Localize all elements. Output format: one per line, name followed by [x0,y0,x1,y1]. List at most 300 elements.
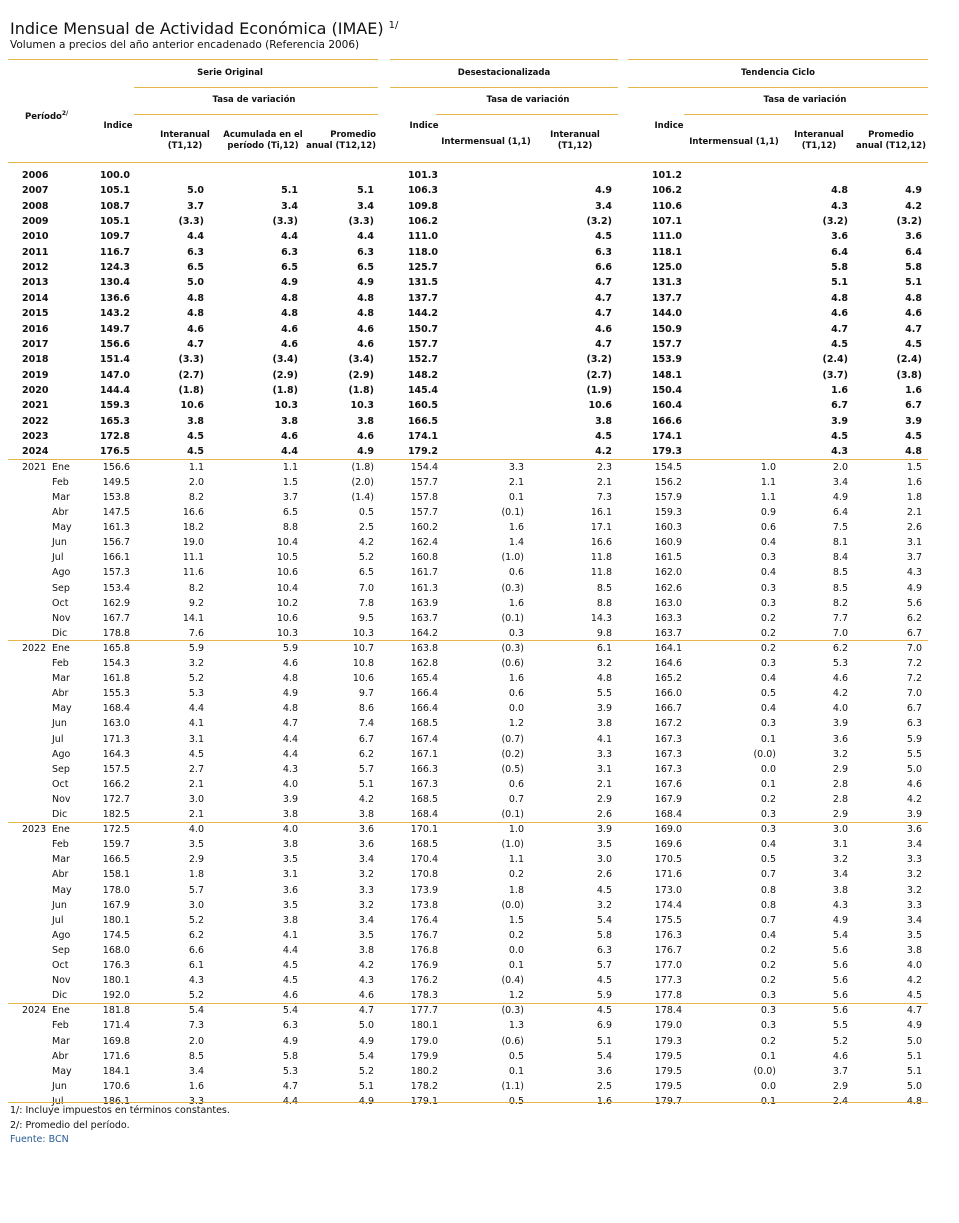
indice-tc: 160.4 [651,400,682,412]
interanual-des: 2.3 [596,461,612,473]
interanual-3-l2: (T1,12) [801,141,837,151]
promedio-tc: 3.6 [905,231,922,243]
period-year: 2022 [22,642,47,654]
interanual-des: 8.5 [596,582,612,594]
period-year: 2024 [22,446,49,458]
intermensual-tc: 0.5 [760,854,776,866]
promedio-so: 6.7 [358,733,374,745]
table-row [0,246,959,260]
promedio-so: 3.6 [358,824,374,836]
indice-des: 179.1 [410,1095,438,1107]
period-month: Jun [52,1080,67,1092]
promedio-so: 5.1 [358,1080,374,1092]
indice-des: 168.5 [410,839,438,851]
indice-so: 153.8 [102,491,130,503]
indice-des: 106.3 [407,185,438,197]
interanual-tc: 5.6 [832,960,848,971]
intermensual-tc: 0.4 [760,537,776,549]
table-row [0,582,959,596]
period-year: 2024 [22,1005,47,1017]
indice-so: 157.3 [102,567,130,579]
table-row [0,989,959,1003]
interanual-so: 3.4 [188,1065,204,1077]
indice-so: 157.5 [102,763,130,775]
interanual-tc: 7.7 [832,612,848,624]
indice-so: 100.0 [99,170,130,181]
period-month: Nov [52,975,71,987]
period-month: Jun [52,899,67,911]
period-month: Abr [52,869,69,881]
period-month: Jul [52,1095,64,1107]
table-row [0,292,959,306]
interanual-so: 5.0 [187,277,204,289]
interanual-1-l1: Interanual [160,130,210,140]
promedio-tc: 4.5 [905,338,922,350]
promedio-so: 3.8 [357,415,374,427]
interanual-des: 4.5 [596,884,612,896]
interanual-so: (1.8) [178,384,204,396]
table-row [0,793,959,807]
period-month: Jul [52,914,64,926]
interanual-des: 3.2 [596,899,612,911]
interanual-so: 5.2 [188,673,204,685]
intermensual-tc: 0.6 [760,522,776,534]
promedio-so: 5.2 [358,552,374,564]
interanual-so: 5.7 [188,884,204,896]
interanual-so: 3.0 [188,899,204,911]
indice-so: 165.3 [99,415,130,427]
acumulada-so: 3.1 [282,869,298,881]
intermensual-des: 1.5 [508,914,524,926]
interanual-so: 6.5 [187,262,204,274]
indice-so: 154.3 [102,658,130,669]
acumulada-so: 4.8 [281,292,298,304]
acumulada-so: 4.5 [282,960,298,971]
indice-tc: 166.7 [654,703,682,715]
acumulada-so: (3.4) [272,354,298,366]
promedio-so: 4.6 [357,338,374,350]
indice-tc: 166.6 [651,415,682,427]
indice-tc: 177.3 [654,975,682,987]
acumulada-so: 6.3 [282,1020,298,1032]
interanual-tc: (3.2) [822,216,848,227]
acumulada-so: 6.3 [281,246,298,258]
promedio-tc: 3.4 [906,839,922,851]
indice-tc: 161.5 [654,552,682,564]
interanual-des: 9.8 [596,627,612,639]
interanual-so: 2.1 [188,778,204,790]
interanual-des: 5.7 [596,960,612,971]
acumulada-so: 10.5 [276,552,298,564]
indice-so: 151.4 [99,354,130,366]
intermensual-tc: 0.2 [760,612,776,624]
promedio-so: 4.6 [357,323,374,335]
indice-so: 158.1 [102,869,130,881]
interanual-des: (3.2) [586,354,612,366]
header-rule-tendencia [628,59,928,60]
acumulada-so: 4.6 [282,990,298,1002]
promedio-so: 7.8 [358,597,374,609]
indice-des: 166.5 [407,415,438,427]
title-note: 1/ [388,20,399,31]
interanual-so: 2.0 [188,1035,204,1047]
intermensual-tc: 0.4 [760,839,776,851]
promedio-tc: 4.2 [905,200,922,212]
interanual-des: 6.6 [595,262,612,274]
period-month: Oct [52,960,69,971]
promedio-so: 3.4 [358,914,374,926]
indice-tc: 131.3 [651,277,682,289]
intermensual-des: (0.1) [501,507,524,518]
acumulada-so: 4.6 [281,338,298,350]
indice-tc: 160.9 [654,537,682,549]
indice-tc: 162.6 [654,582,682,594]
promedio-tc: 4.6 [905,308,922,320]
interanual-so: 4.8 [187,308,204,320]
intermensual-des: (0.1) [501,809,524,820]
interanual-des: 2.1 [596,476,612,488]
intermensual-des: (1.0) [501,839,524,851]
indice-tc: 177.0 [654,960,682,971]
indice-des: 160.2 [410,522,438,534]
interanual-des: 3.3 [596,748,612,760]
intermensual-des: 0.6 [508,778,524,790]
period-month: May [52,1065,72,1077]
period-year: 2010 [22,231,49,243]
interanual-des: 6.1 [596,642,612,654]
indice-tc: 179.3 [654,1035,682,1047]
interanual-so: 3.3 [188,1095,204,1107]
header-interanual-2 [540,130,610,152]
interanual-tc: 5.3 [832,658,848,669]
intermensual-des: 1.1 [508,854,524,866]
promedio-tc: 4.5 [906,990,922,1002]
indice-tc: 169.0 [654,824,682,836]
interanual-des: 10.6 [588,400,612,412]
promedio-so: 4.8 [357,292,374,304]
indice-so: 171.3 [102,733,130,745]
table-row [0,597,959,611]
interanual-des: 11.8 [590,552,612,564]
acumulada-so: 5.8 [282,1050,298,1062]
acumulada-so: 10.4 [276,582,298,594]
interanual-des: (1.9) [586,384,612,396]
indice-tc: 174.1 [651,431,682,442]
intermensual-tc: 1.1 [760,491,776,503]
table-row [0,944,959,958]
indice-so: 170.6 [102,1080,130,1092]
indice-tc: 148.1 [651,369,682,381]
interanual-des: 4.6 [595,323,612,335]
intermensual-des: (0.2) [501,748,524,760]
interanual-so: 6.6 [188,944,204,956]
promedio-so: (1.4) [351,491,374,503]
indice-tc: 106.2 [651,185,682,197]
indice-tc: 125.0 [651,262,682,274]
intermensual-tc: (0.0) [753,1065,776,1077]
indice-so: 182.5 [102,809,130,820]
interanual-des: 4.9 [595,185,612,197]
promedio-so: 3.6 [358,839,374,851]
indice-tc: 162.0 [654,567,682,579]
indice-des: 154.4 [410,461,438,473]
table-row [0,276,959,290]
promedio-1-l1: Promedio [330,130,376,140]
period-year: 2007 [22,185,49,197]
interanual-tc: 6.7 [831,400,848,412]
period-year: 2013 [22,277,49,289]
interanual-tc: 4.8 [831,292,848,304]
intermensual-tc: 0.3 [760,824,776,836]
interanual-des: 11.8 [590,567,612,579]
promedio-tc: 5.0 [906,1035,922,1047]
indice-so: 184.1 [102,1065,130,1077]
interanual-so: 5.9 [188,642,204,654]
promedio-so: 0.5 [358,507,374,518]
header-periodo [25,108,68,123]
interanual-tc: 4.0 [832,703,848,715]
indice-des: 162.8 [410,658,438,669]
interanual-tc: 4.3 [832,899,848,911]
intermensual-tc: 0.5 [760,688,776,700]
indice-des: 131.5 [407,277,438,289]
promedio-so: 3.8 [358,944,374,956]
indice-so: 105.1 [99,216,130,227]
period-month: Jun [52,537,67,549]
interanual-des: (3.2) [586,216,612,227]
promedio-so: 6.3 [357,246,374,258]
interanual-des: 1.6 [596,1095,612,1107]
promedio-tc: 5.6 [906,597,922,609]
indice-so: 130.4 [99,277,130,289]
intermensual-tc: 0.3 [760,658,776,669]
indice-tc: 159.3 [654,507,682,518]
indice-tc: 156.2 [654,476,682,488]
period-year: 2023 [22,431,49,442]
interanual-des: 3.5 [596,839,612,851]
intermensual-tc: 0.1 [760,733,776,745]
acumulada-so: 3.6 [282,884,298,896]
acumulada-so: 10.2 [276,597,298,609]
table-row [0,687,959,701]
promedio-so: 10.6 [352,673,374,685]
tasa-rule-1 [134,87,378,88]
acumulada-so: 4.9 [282,1035,298,1047]
indice-tc: 107.1 [651,216,682,227]
page-subtitle: Volumen a precios del año anterior encadenado (Referencia 2006) [10,39,360,51]
header-tasa-variacion-3: Tasa de variación [763,95,847,105]
acumulada-so: 3.4 [281,200,298,212]
interanual-tc: 4.9 [832,914,848,926]
acumulada-so: 5.4 [282,1005,298,1017]
acumulada-so: 4.3 [282,763,298,775]
interanual-des: 14.3 [590,612,612,624]
header-indice-2: Indice [409,121,439,131]
indice-tc: 110.6 [651,200,682,212]
period-year: 2006 [22,170,49,181]
indice-des: 163.8 [410,642,438,654]
promedio-tc: 4.9 [906,582,922,594]
indice-des: 178.2 [410,1080,438,1092]
interanual-so: 4.0 [188,824,204,836]
indice-tc: 169.6 [654,839,682,851]
indice-tc: 179.0 [654,1020,682,1032]
indice-des: 118.0 [407,246,438,258]
interanual-tc: 2.4 [832,1095,848,1107]
indice-tc: 150.4 [651,384,682,396]
interanual-so: 4.5 [187,431,204,442]
acumulada-so: 10.4 [276,537,298,549]
header-acumulada-1 [222,130,304,152]
promedio-so: (2.9) [348,369,374,381]
promedio-tc: (3.8) [896,369,922,381]
indice-so: 167.7 [102,612,130,624]
acumulada-so: 4.4 [281,231,298,243]
table-row [0,521,959,535]
intermensual-tc: 0.1 [760,1050,776,1062]
interanual-so: 10.6 [180,400,204,412]
interanual-des: 4.1 [596,733,612,745]
indice-des: 163.7 [410,612,438,624]
period-month: Mar [52,854,70,866]
intermensual-tc: 0.7 [760,914,776,926]
intermensual-tc: 0.3 [760,1020,776,1032]
acumulada-so: 3.8 [282,914,298,926]
indice-so: 144.4 [99,384,130,396]
interanual-so: 6.1 [188,960,204,971]
interanual-so: 11.6 [182,567,204,579]
promedio-3-l2: anual (T12,12) [856,141,926,151]
interanual-tc: 6.4 [832,507,848,518]
table-row [0,566,959,580]
promedio-so: 4.9 [358,1095,374,1107]
period-month: Sep [52,763,70,775]
interanual-tc: 4.5 [831,431,848,442]
indice-des: 176.8 [410,944,438,956]
interanual-tc: 5.5 [832,1020,848,1032]
acumulada-so: 4.8 [282,673,298,685]
acumulada-so: 6.5 [282,507,298,518]
indice-so: 153.4 [102,582,130,594]
table-row [0,778,959,792]
interanual-so: 8.2 [188,491,204,503]
promedio-tc: 1.6 [906,476,922,488]
interanual-tc: 2.9 [832,1080,848,1092]
interanual-des: 17.1 [590,522,612,534]
intermensual-des: 1.2 [508,990,524,1002]
period-year: 2009 [22,216,49,227]
indice-des: 106.2 [407,216,438,227]
table-row [0,868,959,882]
promedio-so: 4.6 [358,990,374,1002]
indice-so: 166.2 [102,778,130,790]
indice-des: 163.9 [410,597,438,609]
header-indice-1: Indice [103,121,133,131]
intermensual-tc: 1.0 [760,461,776,473]
promedio-so: 6.2 [358,748,374,760]
intermensual-des: (1.1) [501,1080,524,1092]
interanual-tc: 2.0 [832,461,848,473]
interanual-so: 6.2 [188,929,204,941]
promedio-so: 5.2 [358,1065,374,1077]
promedio-tc: 3.7 [906,552,922,564]
interanual-des: 3.9 [596,703,612,715]
interanual-des: 16.6 [590,537,612,549]
indice-so: 116.7 [99,246,130,258]
indice-so: 156.6 [102,461,130,473]
promedio-tc: 6.7 [906,627,922,639]
indice-des: 173.9 [410,884,438,896]
intermensual-tc: 0.2 [760,975,776,987]
table-row [0,642,959,656]
indice-des: 168.4 [410,809,438,820]
indice-so: 149.7 [99,323,130,335]
promedio-so: 10.7 [352,642,374,654]
promedio-tc: 1.5 [906,461,922,473]
interanual-des: 3.8 [596,718,612,730]
indice-tc: 157.7 [651,338,682,350]
intermensual-tc: 0.2 [760,627,776,639]
interanual-tc: 3.2 [832,748,848,760]
table-row [0,672,959,686]
indice-des: 150.7 [407,323,438,335]
indice-so: 178.8 [102,627,130,639]
indice-so: 136.6 [99,292,130,304]
promedio-tc: 4.0 [906,960,922,971]
indice-des: 173.8 [410,899,438,911]
indice-des: 125.7 [407,262,438,274]
period-month: Ene [52,642,70,654]
indice-des: 176.9 [410,960,438,971]
indice-des: 179.9 [410,1050,438,1062]
interanual-des: 6.3 [595,246,612,258]
title-text: Indice Mensual de Actividad Económica (IMAE) [10,19,384,38]
intermensual-des: (0.7) [501,733,524,745]
indice-tc: 167.2 [654,718,682,730]
promedio-tc: 4.9 [905,185,922,197]
period-month: Nov [52,612,71,624]
interanual-so: 3.7 [187,200,204,212]
indice-tc: 160.3 [654,522,682,534]
indice-des: 166.3 [410,763,438,775]
promedio-so: 4.9 [357,446,374,458]
interanual-so: 4.5 [187,446,204,458]
promedio-tc: 3.1 [906,537,922,549]
promedio-so: 3.4 [357,200,374,212]
period-year: 2022 [22,415,49,427]
acumulada-so: 4.8 [281,308,298,320]
indice-so: 192.0 [102,990,130,1002]
intermensual-tc: 0.2 [760,944,776,956]
interanual-tc: 3.9 [832,718,848,730]
header-indice-3: Indice [654,121,684,131]
interanual-so: 16.6 [182,507,204,518]
indice-so: 155.3 [102,688,130,700]
table-row [0,307,959,321]
indice-des: 168.5 [410,718,438,730]
acumulada-so: 10.3 [274,400,298,412]
indice-tc: 164.6 [654,658,682,669]
promedio-tc: 7.0 [906,688,922,700]
period-month: Jul [52,733,64,745]
interanual-so: 2.0 [188,476,204,488]
indice-so: 164.3 [102,748,130,760]
acumulada-so: 3.5 [282,854,298,866]
intermensual-des: 0.2 [508,869,524,881]
promedio-so: 3.8 [358,809,374,820]
table-row [0,733,959,747]
interanual-so: 3.5 [188,839,204,851]
